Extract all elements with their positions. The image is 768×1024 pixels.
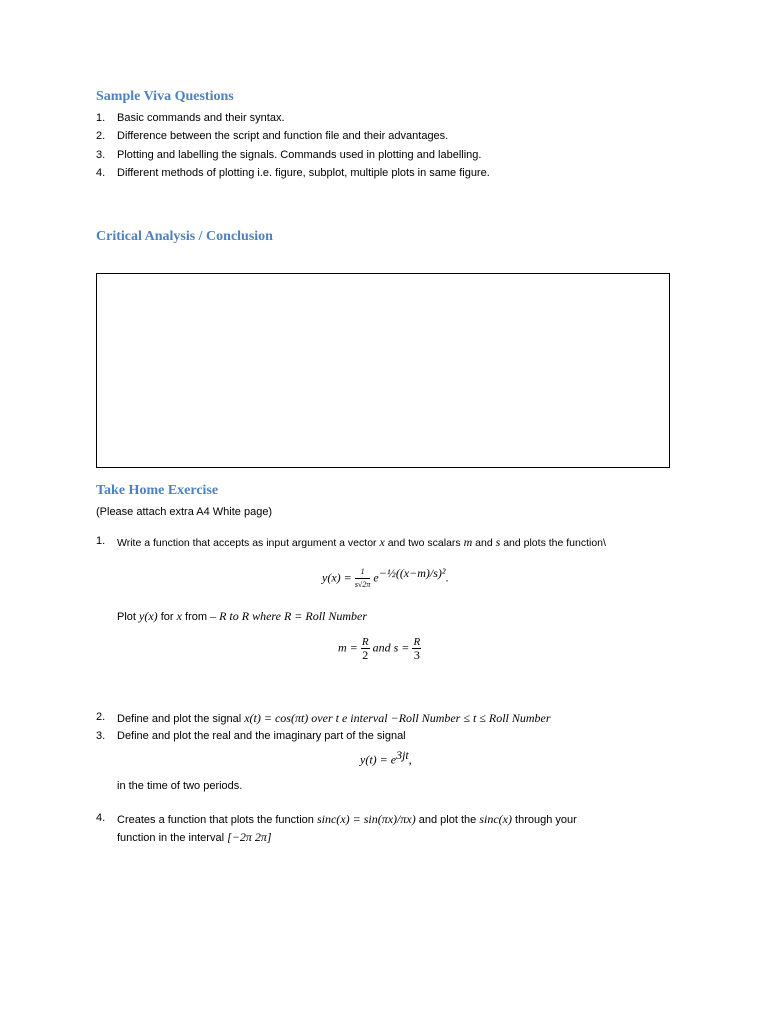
q2-text: Define and plot the signal x(t) = cos(πt) over t e interval −Roll Number ≤ t ≤ Roll Number xyxy=(117,711,551,725)
q4-number: 4. xyxy=(96,812,106,824)
s-fraction: $\frac{R}{3}$ xyxy=(413,636,421,662)
m-s-definition: m = $\frac{R}{2}$ and s = $\frac{R}{3}$ xyxy=(338,636,421,662)
list-number: 1. xyxy=(96,112,106,124)
q2-number: 2. xyxy=(96,711,106,723)
gaussian-fraction: $\frac{1}{s√2\pi}$ xyxy=(354,567,371,590)
q3-number: 3. xyxy=(96,730,106,742)
q3-periods: in the time of two periods. xyxy=(117,780,243,792)
q3-text: Define and plot the real and the imaginary part of the signal xyxy=(117,730,406,742)
list-number: 2. xyxy=(96,130,106,142)
list-number: 4. xyxy=(96,167,106,179)
list-number: 3. xyxy=(96,149,106,161)
analysis-heading: Critical Analysis / Conclusion xyxy=(96,229,273,244)
q1-plot-line: Plot y(x) for x from – R to R where R = Roll Number xyxy=(117,609,368,623)
q4-text-line-1: Creates a function that plots the function sinc(x) = sin(πx)/πx) and plot the sinc(x) through your xyxy=(117,812,577,826)
viva-heading: Sample Viva Questions xyxy=(96,89,234,104)
list-text: Different methods of plotting i.e. figure, subplot, multiple plots in same figure. xyxy=(117,167,490,179)
q3-formula: $y(t) = e^{3jt}$, xyxy=(360,748,412,767)
list-text: Basic commands and their syntax. xyxy=(117,112,285,124)
exercise-note: (Please attach extra A4 White page) xyxy=(96,506,273,518)
gaussian-formula: y(x) = $\frac{1}{s√2\pi}$ $e^{-\frac{1}{2}((x-m)/s)^2}$. xyxy=(322,566,449,590)
list-text: Difference between the script and function file and their advantages. xyxy=(117,130,449,142)
exercise-heading: Take Home Exercise xyxy=(96,483,219,498)
q1-text: Write a function that accepts as input argument a vector x and two scalars m and s and plots the function\ xyxy=(117,535,606,549)
m-fraction: $\frac{R}{2}$ xyxy=(361,636,369,662)
list-text: Plotting and labelling the signals. Commands used in plotting and labelling. xyxy=(117,149,482,161)
q1-number: 1. xyxy=(96,535,106,547)
conclusion-answer-box[interactable] xyxy=(96,273,670,468)
q4-text-line-2: function in the interval [−2π 2π] xyxy=(117,830,272,844)
